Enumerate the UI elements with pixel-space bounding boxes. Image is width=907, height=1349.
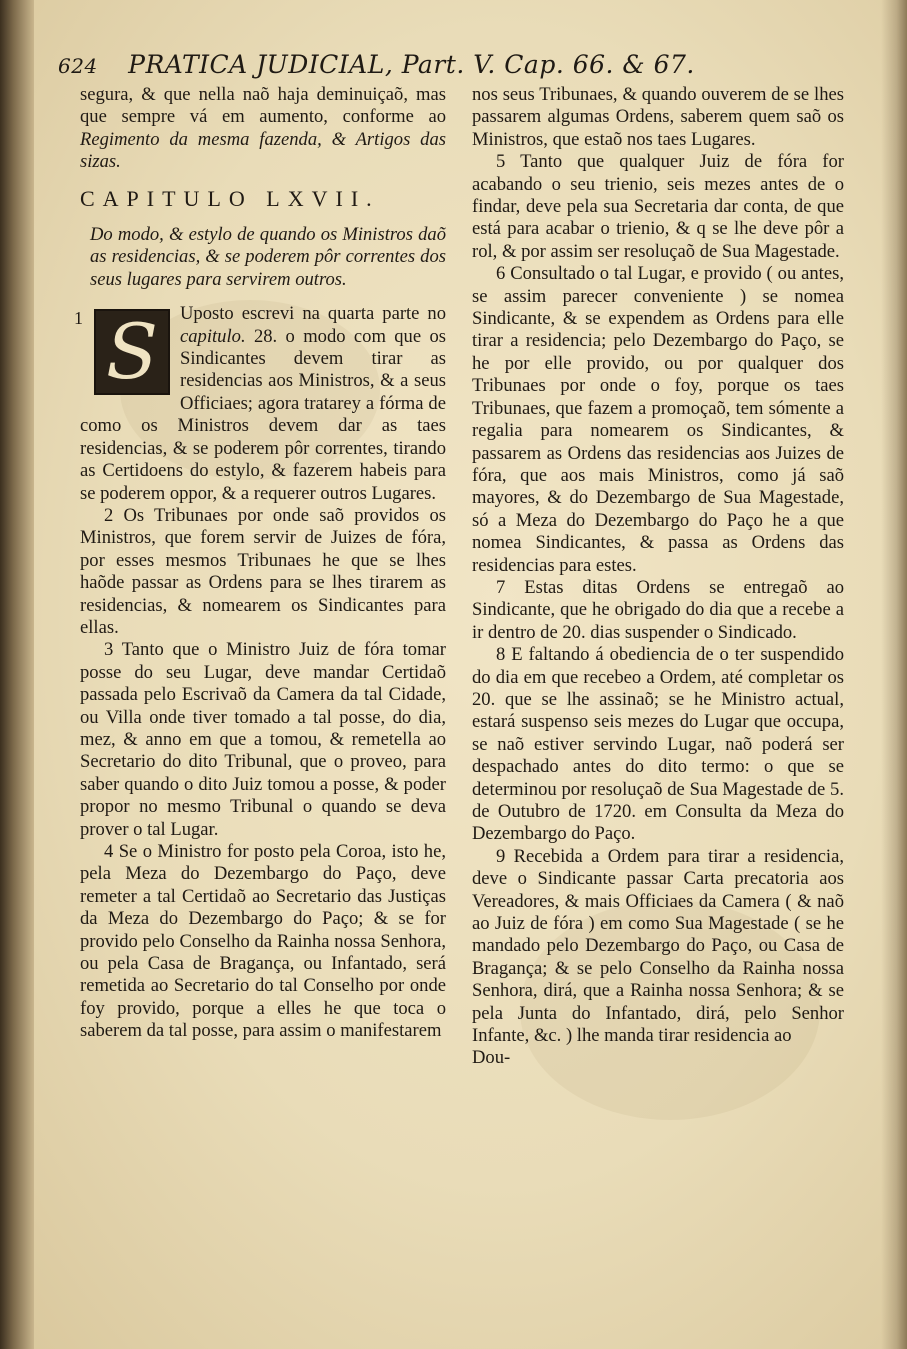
page-number: 624 <box>58 54 98 78</box>
paragraph-3: 3 Tanto que o Ministro Juiz de fóra tomar posse do seu Lugar, deve mandar Certidaõ passada pelo Escrivaõ da Camera da tal Cidade, ou Villa onde tiver tomado a tal posse, do dia, mez, & anno em que a tomou, & remetella ao Secretario do dito Tribunal, que o proveo, para saber quando o dito Juiz tomou a posse, & poder propor no mesmo Tribunal o quando se deva prover o tal Lugar. <box>80 639 446 840</box>
paragraph-8: 8 E faltando á obediencia de o ter suspendido do dia em que recebeo a Ordem, até completar os 20. que se lhe assinaõ; se he Ministro actual, estará suspenso seis mezes do Lugar que occupa, se naõ estiver servindo Lugar, naõ poderá ser despachado antes do dito termo: o que se determinou por resoluçaõ de Sua Magestade de 5. de Outubro de 1720. em Consulta da Meza do Dezembargo do Paço. <box>472 644 844 845</box>
continuation-text: segura, & que nella naõ haja deminuiçaõ, mas que sempre vá em aumento, conforme ao Regimento da mesma fazenda, & Artigos das sizas. <box>80 84 446 173</box>
left-column <box>74 84 446 1043</box>
paragraph-6: 6 Consultado o tal Lugar, e provido ( ou antes, se assim parecer conveniente ) se nomea Sindicante, & se expendem as Ordens para elle tirar a residencia; pelo Dezembargo do Paço, se he por elle provido, ou por qualquer dos Tribunaes por onde o foy, porque os taes Tribunaes, que fazem a promoçaõ, tem sómente a regalia para nomearem os Sindicantes, & passarem as Ordens das residencias aos Juizes de fóra, que aos mais Ministros, como já saõ mayores, & do Dezembargo de Sua Magestade, só a Meza do Dezembargo do Paço he a que nomea Sindicantes, & passa as Ordens das residencias para estes. <box>472 263 844 576</box>
paragraph-number: 1 <box>74 308 83 329</box>
drop-cap-initial: S <box>94 309 170 395</box>
running-header <box>58 50 858 79</box>
paragraph-1-rest: 28. o modo com que os Sindicantes devem tirar as residencias aos Ministros, & a seus Officiaes; agora tratarey a fórma de como os Ministros devem dar as taes residencias, & se poderem pôr correntes, tirando as Certidoens do estylo, & fazerem habeis para se poderem oppor, & a requerer outros Lugares. <box>80 325 446 504</box>
first-paragraph <box>74 303 446 505</box>
page-edge <box>881 0 907 1349</box>
chapter-subtitle: Do modo, & estylo de quando os Ministros daõ as residencias, & se poderem pôr correntes dos seus lugares para servirem outros. <box>90 224 446 290</box>
paragraph-4: 4 Se o Ministro for posto pela Coroa, isto he, pela Meza do Dezembargo do Paço, deve remeter a tal Certidaõ ao Secretario das Justiças da Meza do Dezembargo do Paço; & se for provido pelo Conselho da Rainha nossa Senhora, ou pela Casa de Bragança, ou Infantado, será remetida ao Secretario do tal Conselho por onde foy provido, porque a elles he que toca o saberem da tal posse, para assim o manifestarem <box>80 841 446 1042</box>
running-title: PRATICA JUDICIAL, Part. V. Cap. 66. & 67. <box>128 50 695 79</box>
continuation-text-right: nos seus Tribunaes, & quando ouverem de se lhes passarem algumas Ordens, saberem quem saõ os Ministros, que estaõ nos taes Lugares. <box>472 84 844 150</box>
paragraph-7: 7 Estas ditas Ordens se entregaõ ao Sindicante, que he obrigado do dia que a recebe a ir dentro de 20. dias suspender o Sindicado. <box>472 576 844 643</box>
paragraph-1-italic: capitulo. <box>180 325 246 347</box>
continuation-italic: Regimento da mesma fazenda, & Artigos das sizas. <box>80 128 446 173</box>
catchword: Dou- <box>472 1047 511 1069</box>
book-gutter <box>0 0 34 1349</box>
chapter-title: CAPITULO LXVII. <box>80 185 380 211</box>
paragraph-9: 9 Recebida a Ordem para tirar a residencia, deve o Sindicante passar Carta precatoria aos Vereadores, & mais Officiaes da Camera ( & naõ ao Juiz de fóra ) em como Sua Magestade ( se he mandado pelo Dezembargo do Paço, ou Casa de Bragança; & se pelo Conselho da Rainha nossa Senhora, dirá, que a Rainha nossa Senhora; & se pela Junta do Infantado, dirá, pelo Senhor Infante, &c. ) lhe manda tirar residencia ao <box>472 845 844 1047</box>
right-column <box>472 84 844 1070</box>
paragraph-2: 2 Os Tribunaes por onde saõ providos os Ministros, que forem servir de Juizes de fóra, por esses mesmos Tribunaes he que se lhes haõde passar as Ordens para se lhes tirarem as residencias, & nomearem os Sindicantes para ellas. <box>80 504 446 638</box>
paragraph-1-start: Uposto escrevi na quarta parte no <box>180 303 446 325</box>
paragraph-5: 5 Tanto que qualquer Juiz de fóra for acabando o seu trienio, seis mezes antes de o findar, deve pela sua Secretaria dar conta, de que está para acabar o trienio, & q se lhe deve pôr a rol, & por assim ser resoluçaõ de Sua Magestade. <box>472 151 844 262</box>
